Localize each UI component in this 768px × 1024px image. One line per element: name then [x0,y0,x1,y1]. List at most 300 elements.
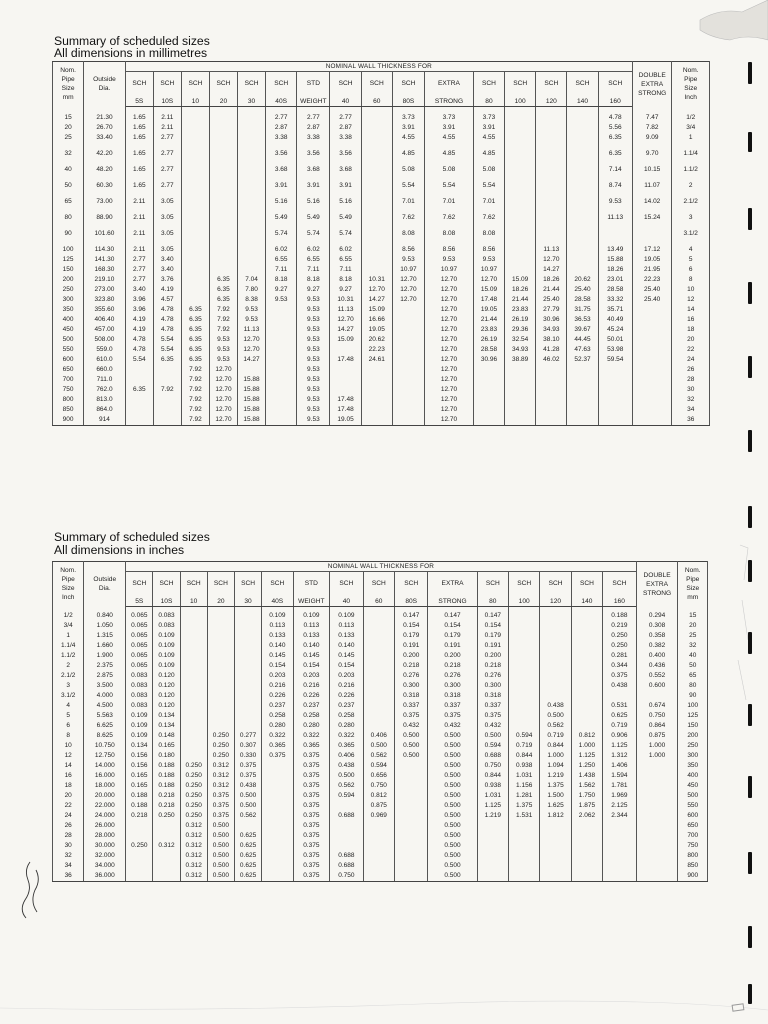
table-cell: 8.08 [425,229,474,239]
table-cell: 450 [678,781,708,791]
table-cell [363,671,394,681]
table-cell [361,123,392,133]
table-cell [392,315,424,325]
header-nom-size-alt: Nom. Pipe Size mm [678,562,708,607]
table-cell: 6.35 [598,149,632,159]
table-cell: 300 [53,295,84,305]
table-cell: 0.365 [293,741,330,751]
table-cell: 12.70 [425,385,474,395]
table-cell [505,415,536,426]
table-cell: 0.844 [540,741,571,751]
header-col-extra-strong: EXTRA STRONG [425,72,474,107]
table-cell [180,731,207,741]
table-cell: 4.57 [153,295,181,305]
table-cell: 900 [53,415,84,426]
table-cell: 36.53 [567,315,598,325]
table-cell: 31.75 [567,305,598,315]
table-cell [209,181,237,191]
table-cell: 12.70 [425,285,474,295]
table-cell: 10.31 [330,295,361,305]
table-cell: 65 [53,197,84,207]
table-cell [262,811,293,821]
header-col-sch-30: SCH 30 [234,572,261,607]
table-cell [181,123,209,133]
table-cell: 4.55 [473,133,504,143]
header-col-sch-120: SCH 120 [540,572,571,607]
header-col-sch-5s: SCH 5S [126,572,153,607]
table-cell: 0.140 [262,641,293,651]
table-cell: 30.96 [473,355,504,365]
table-cell: 0.375 [293,871,330,882]
table-cell: 0.165 [126,771,153,781]
table-cell: 20.62 [567,275,598,285]
table-cell: 2.875 [84,671,126,681]
table-cell [567,113,598,123]
table-cell: 0.750 [477,761,508,771]
table-cell [571,721,602,731]
imperial-subtitle: All dimensions in inches [54,543,185,557]
table-cell [209,197,237,207]
table-cell: 1.094 [540,761,571,771]
table-cell: 1.375 [540,781,571,791]
table-cell: 46.02 [536,355,567,365]
table-row [53,149,710,159]
table-cell: 6.02 [330,245,361,255]
table-cell: 0.375 [207,791,234,801]
table-cell: 4.78 [153,305,181,315]
table-cell [571,861,602,871]
table-cell [126,821,153,831]
table-cell: 20.62 [361,335,392,345]
table-cell [636,691,678,701]
table-row [53,811,708,821]
table-cell: 21.44 [473,315,504,325]
table-cell [234,721,261,731]
table-cell: 30.000 [84,841,126,851]
table-cell [505,149,536,159]
table-cell: 8.56 [392,245,424,255]
table-cell: 14 [672,305,710,315]
table-cell [363,621,394,631]
table-cell [571,851,602,861]
table-cell: 0.875 [636,731,678,741]
table-cell: 2 [672,181,710,191]
table-cell [392,415,424,426]
table-cell [505,385,536,395]
table-cell [473,365,504,375]
table-cell: 0.145 [262,651,293,661]
table-cell: 12 [672,295,710,305]
table-cell: 26.19 [473,335,504,345]
table-cell: 0.375 [293,851,330,861]
table-cell: 0.500 [428,761,477,771]
table-cell: 0.083 [126,701,153,711]
table-cell: 3.68 [330,165,361,175]
table-cell: 20 [672,335,710,345]
table-cell: 27.79 [536,305,567,315]
header-double-extra-strong: DOUBLE EXTRA STRONG [632,62,672,107]
table-cell: 0.226 [262,691,293,701]
table-cell: 0.312 [153,841,180,851]
table-cell: 4.55 [425,133,474,143]
table-cell: 0.358 [636,631,678,641]
table-cell: 14.27 [238,355,266,365]
table-cell: 0.300 [394,681,427,691]
table-cell: 1.281 [509,791,540,801]
table-cell: 0.109 [153,651,180,661]
table-cell: 0.145 [330,651,363,661]
table-cell [571,611,602,621]
table-cell [180,741,207,751]
table-cell: 34.93 [505,345,536,355]
table-cell [536,375,567,385]
table-cell: 0.258 [330,711,363,721]
table-cell: 4.19 [125,325,153,335]
table-cell: 32 [53,851,84,861]
table-cell: 3/4 [672,123,710,133]
table-cell: 0.318 [394,691,427,701]
table-cell [567,415,598,426]
table-cell: 6.55 [266,255,297,265]
table-cell: 0.594 [363,761,394,771]
table-cell: 60.30 [84,181,126,191]
table-cell: 12.750 [84,751,126,761]
table-cell: 1.1/2 [672,165,710,175]
table-cell [394,841,427,851]
table-cell: 0.438 [234,781,261,791]
table-cell [505,365,536,375]
table-cell: 1.000 [636,741,678,751]
table-cell: 12.70 [209,405,237,415]
table-cell: 0.191 [477,641,508,651]
table-cell: 1.000 [540,751,571,761]
table-cell [477,861,508,871]
table-cell: 21.44 [505,295,536,305]
table-cell: 1.315 [84,631,126,641]
table-cell: 0.120 [153,691,180,701]
table-cell: 88.90 [84,213,126,223]
table-cell: 6.35 [125,385,153,395]
table-cell: 0.562 [234,811,261,821]
table-cell: 5.08 [473,165,504,175]
table-cell [181,285,209,295]
table-cell: 32.000 [84,851,126,861]
table-row [53,851,708,861]
table-row [53,761,708,771]
table-cell: 0.688 [330,811,363,821]
table-cell: 6.55 [330,255,361,265]
table-cell: 11.13 [330,305,361,315]
table-cell: 0.312 [207,771,234,781]
table-cell [540,821,571,831]
table-cell: 12.70 [425,305,474,315]
table-cell [330,801,363,811]
table-cell: 2.344 [603,811,637,821]
table-cell: 24.000 [84,811,126,821]
table-cell: 0.500 [207,841,234,851]
table-cell: 1.156 [509,781,540,791]
table-cell [540,861,571,871]
table-cell: 25 [53,133,84,143]
table-cell: 0.500 [428,781,477,791]
table-cell: 0.330 [234,751,261,761]
table-cell: 0.688 [330,851,363,861]
table-cell: 0.113 [262,621,293,631]
table-cell [540,841,571,851]
table-cell: 40 [678,651,708,661]
table-cell [181,113,209,123]
table-cell: 0.406 [363,731,394,741]
table-cell: 0.674 [636,701,678,711]
table-cell: 2.77 [153,165,181,175]
table-cell: 18 [53,781,84,791]
table-cell: 16 [53,771,84,781]
table-cell [266,315,297,325]
table-cell: 0.280 [293,721,330,731]
table-cell: 0.562 [330,781,363,791]
table-cell: 0.594 [477,741,508,751]
table-cell: 7.82 [632,123,672,133]
table-cell [394,771,427,781]
table-cell: 0.277 [234,731,261,741]
table-cell [632,415,672,426]
table-cell: 0.312 [207,761,234,771]
table-cell: 7.11 [266,265,297,275]
header-col-sch-160: SCH 160 [603,572,637,607]
table-cell [567,365,598,375]
table-cell: 0.500 [428,821,477,831]
table-cell: 400 [678,771,708,781]
table-cell: 9.53 [238,315,266,325]
table-cell: 5.54 [473,181,504,191]
table-cell: 9.27 [266,285,297,295]
table-cell: 12.70 [425,315,474,325]
table-cell [181,197,209,207]
table-cell [180,641,207,651]
table-cell: 750 [678,841,708,851]
table-cell: 1.438 [571,771,602,781]
table-cell: 9.53 [297,295,330,305]
table-row [53,731,708,741]
table-cell: 0.500 [428,841,477,851]
table-cell [209,149,237,159]
table-cell: 30 [672,385,710,395]
table-cell: 33.32 [598,295,632,305]
table-cell [603,831,637,841]
table-cell [207,631,234,641]
table-cell: 0.134 [153,711,180,721]
table-cell [234,691,261,701]
table-cell [209,165,237,175]
table-cell: 0.688 [330,861,363,871]
table-cell: 30.96 [536,315,567,325]
table-cell: 5.74 [330,229,361,239]
table-cell: 4.78 [125,335,153,345]
header-schedule-row [53,572,708,607]
table-cell: 0.438 [330,761,363,771]
table-cell [363,821,394,831]
table-cell: 9.53 [297,395,330,405]
table-cell: 600 [678,811,708,821]
table-cell: 26 [53,821,84,831]
table-row [53,641,708,651]
table-cell: 12.70 [425,295,474,305]
table-row [53,395,710,405]
table-cell: 0.375 [603,671,637,681]
table-cell [394,871,427,882]
table-cell [180,711,207,721]
table-cell [509,681,540,691]
binder-tab-mark [748,852,752,874]
table-cell: 1.125 [571,751,602,761]
table-cell: 10.15 [632,165,672,175]
table-cell [636,851,678,861]
table-cell: 0.500 [234,801,261,811]
table-cell: 0.375 [293,841,330,851]
table-cell: 0.719 [540,731,571,741]
table-cell: 0.308 [636,621,678,631]
table-cell [505,229,536,239]
table-cell: 15.88 [238,415,266,426]
table-cell [473,385,504,395]
table-cell: 0.500 [363,741,394,751]
table-cell: 12.70 [425,345,474,355]
table-cell [153,405,181,415]
table-cell: 0.154 [293,661,330,671]
table-cell: 150 [53,265,84,275]
table-cell: 21.30 [84,113,126,123]
table-cell: 1.625 [540,801,571,811]
table-cell: 0.500 [428,851,477,861]
table-cell: 3.05 [153,245,181,255]
table-cell: 5.16 [266,197,297,207]
table-cell: 0.120 [153,701,180,711]
table-cell [361,365,392,375]
table-cell: 8.74 [598,181,632,191]
table-cell: 12.70 [209,365,237,375]
table-cell: 14.02 [632,197,672,207]
table-cell [505,255,536,265]
table-cell: 15.09 [505,275,536,285]
table-row [53,741,708,751]
table-cell [234,631,261,641]
table-cell: 7.14 [598,165,632,175]
table-cell [180,691,207,701]
table-cell: 17.12 [632,245,672,255]
binder-tab-mark [748,704,752,726]
table-cell [153,395,181,405]
table-cell: 12.70 [209,395,237,405]
table-cell: 650 [678,821,708,831]
table-cell [571,641,602,651]
table-cell: 0.562 [363,751,394,761]
table-cell: 0.500 [428,871,477,882]
table-cell: 1.125 [603,741,637,751]
table-cell: 0.625 [234,871,261,882]
table-cell: 1/2 [672,113,710,123]
table-cell: 4.78 [153,315,181,325]
table-cell: 1 [53,631,84,641]
table-cell: 1.65 [125,165,153,175]
table-cell [266,415,297,426]
table-cell: 9.27 [330,285,361,295]
table-cell: 6.35 [598,133,632,143]
table-cell: 0.154 [394,621,427,631]
table-cell: 5.54 [125,355,153,365]
table-cell: 8.56 [425,245,474,255]
table-cell: 650 [53,365,84,375]
table-cell: 0.365 [330,741,363,751]
table-cell [392,385,424,395]
table-cell [234,641,261,651]
table-cell [361,229,392,239]
table-row [53,791,708,801]
table-cell: 0.938 [509,761,540,771]
table-cell: 1.375 [509,801,540,811]
table-cell [540,691,571,701]
table-cell: 3/4 [53,621,84,631]
table-cell [266,395,297,405]
table-cell: 15 [53,113,84,123]
table-cell: 12.70 [392,285,424,295]
table-cell: 5.16 [330,197,361,207]
table-cell: 0.120 [153,671,180,681]
table-cell: 0.145 [293,651,330,661]
table-cell [598,405,632,415]
table-cell [571,711,602,721]
table-cell: 9.53 [209,335,237,345]
table-cell: 26.70 [84,123,126,133]
table-cell: 0.294 [636,611,678,621]
table-cell: 15.88 [238,405,266,415]
table-cell [509,671,540,681]
header-group-wall-thickness: NOMINAL WALL THICKNESS FOR [126,562,636,572]
table-cell: 0.337 [394,701,427,711]
table-cell [473,405,504,415]
table-cell [540,611,571,621]
table-cell [126,871,153,882]
table-cell: 34.93 [536,325,567,335]
table-cell: 100 [53,245,84,255]
table-cell: 8.18 [266,275,297,285]
table-cell [509,641,540,651]
header-col-sch-30: SCH 30 [238,72,266,107]
table-cell: 0.218 [477,661,508,671]
table-cell: 2.77 [153,181,181,191]
table-cell [636,761,678,771]
header-col-sch-140: SCH 140 [571,572,602,607]
table-cell [361,415,392,426]
table-cell: 19.05 [330,415,361,426]
table-cell: 16.66 [361,315,392,325]
table-cell [509,691,540,701]
table-cell: 4.78 [598,113,632,123]
table-cell [505,395,536,405]
table-cell [363,711,394,721]
table-cell: 23.83 [505,305,536,315]
table-cell: 5.56 [598,123,632,133]
table-cell [598,395,632,405]
table-cell: 0.322 [293,731,330,741]
table-cell: 5.08 [425,165,474,175]
table-cell: 1.65 [125,113,153,123]
table-cell: 0.216 [262,681,293,691]
table-cell [126,861,153,871]
table-row [53,255,710,265]
table-cell: 3.91 [392,123,424,133]
table-cell [181,265,209,275]
table-cell: 10 [672,285,710,295]
